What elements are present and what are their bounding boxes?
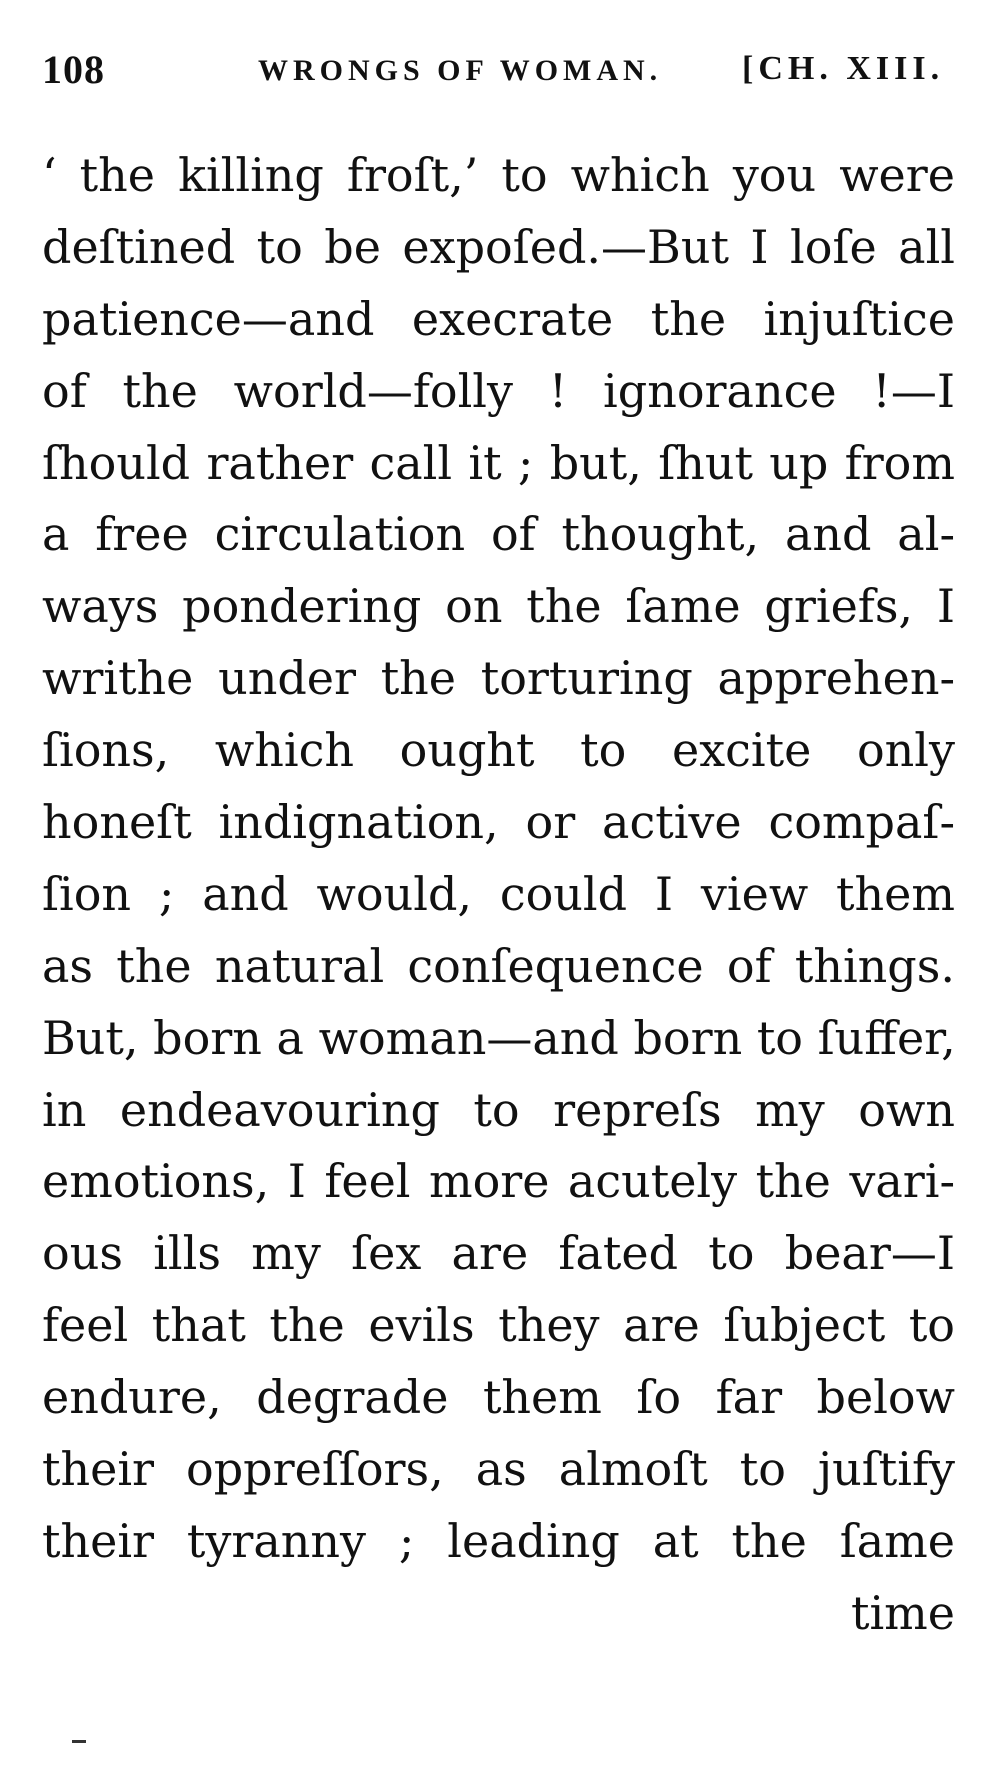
chapter-mark: [CH. XIII. bbox=[742, 50, 945, 87]
text-line: as the natural conſequence of things. bbox=[42, 938, 955, 993]
running-head bbox=[42, 46, 962, 106]
text-line: ſion ; and would, could I view them bbox=[42, 866, 955, 921]
text-line: a free circulation of thought, and al- bbox=[42, 507, 955, 562]
text-line: ways pondering on the ſame griefs, I bbox=[42, 579, 955, 634]
text-line: emotions, I feel more acutely the vari- bbox=[42, 1154, 955, 1209]
text-line: honeſt indignation, or active compaſ- bbox=[42, 795, 955, 850]
body-text bbox=[42, 140, 955, 1650]
catchword: time bbox=[850, 1585, 955, 1640]
text-line: deſtined to be expoſed.—But I loſe all bbox=[42, 219, 955, 274]
text-line: of the world—folly ! ignorance !—I bbox=[42, 363, 955, 418]
text-line: ‘ the killing froſt,’ to which you were bbox=[42, 148, 955, 202]
page-number: 108 bbox=[42, 47, 105, 92]
text-line: writhe under the torturing apprehen- bbox=[42, 651, 955, 706]
text-line: feel that the evils they are ſubject to bbox=[42, 1298, 955, 1353]
text-line: ous ills my ſex are fated to bear—I bbox=[42, 1226, 955, 1281]
text-line: ſions, which ought to excite only bbox=[42, 723, 955, 778]
text-line: endure, degrade them ſo far below bbox=[42, 1370, 955, 1425]
text-line: ſhould rather call it ; but, ſhut up from bbox=[42, 435, 955, 490]
text-line: in endeavouring to repreſs my own bbox=[42, 1082, 955, 1137]
text-line: their oppreſſors, as almoſt to juſtify bbox=[42, 1442, 955, 1497]
running-title: WRONGS OF WOMAN. bbox=[258, 54, 663, 87]
text-line: patience—and execrate the injuſtice bbox=[42, 291, 955, 346]
ink-speck bbox=[72, 1740, 86, 1743]
text-line: But, born a woman—and born to ſuffer, bbox=[42, 1010, 956, 1065]
text-line: their tyranny ; leading at the ſame bbox=[42, 1513, 955, 1568]
